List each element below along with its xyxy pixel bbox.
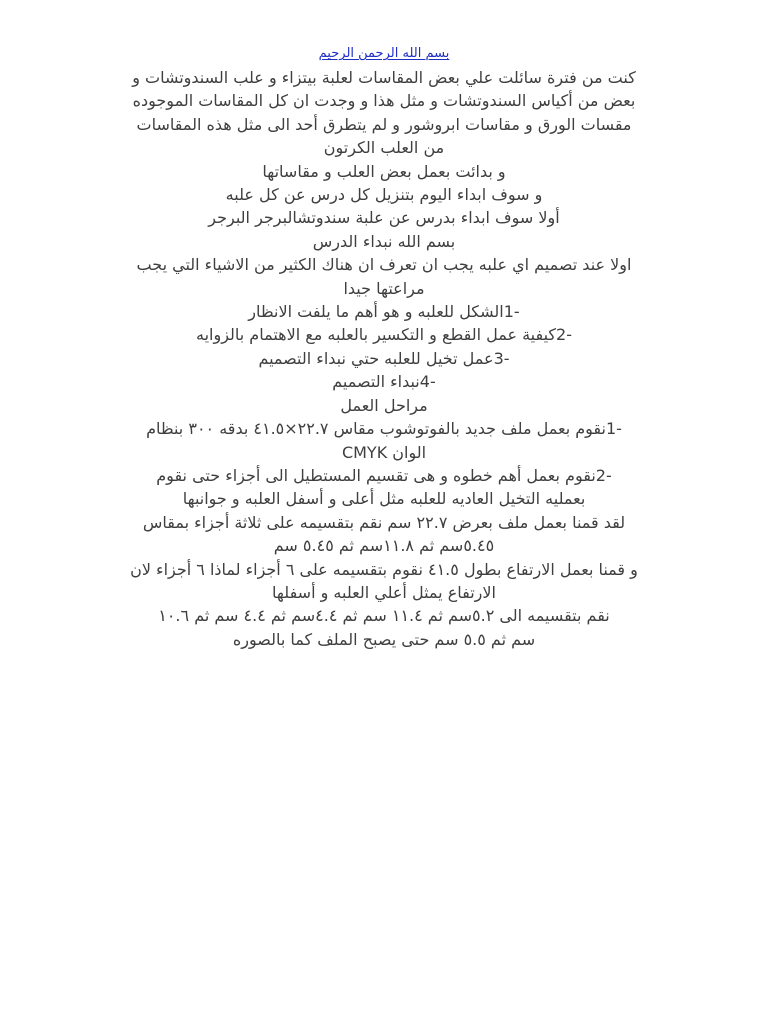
body-line: و سوف ابداء اليوم بتنزيل كل درس عن كل علبه: [225, 185, 543, 205]
body-line: مراعتها جيدا: [343, 278, 425, 298]
body-line: سم ثم ٥.٥ سم حتى يصبح الملف كما بالصوره: [232, 629, 536, 649]
body-line: الارتفاع يمثل أعلي العلبه و أسفلها: [272, 582, 496, 602]
body-line: نقم بتقسيمه الى ٥.٢سم ثم ١١.٤ سم ثم ٤.٤سم ثم ٤.٤ سم ثم ١٠.٦: [158, 606, 610, 626]
body-line: -1نقوم بعمل ملف جديد بالفوتوشوب مقاس ٢٢.٧×٤١.٥ بدقه ٣٠٠ بنظام: [146, 419, 622, 439]
body-line: -2كيفية عمل القطع و التكسير بالعلبه مع الاهتمام بالزوايه: [195, 325, 573, 345]
body-line: -3عمل تخيل للعلبه حتي نبداء التصميم: [258, 348, 510, 368]
body-line: ٥.٤٥سم ثم ١١.٨سم ثم ٥.٤٥ سم: [273, 536, 495, 556]
body-line: و قمنا بعمل الارتفاع بطول ٤١.٥ نقوم بتقسيمه على ٦ أجزاء لماذا ٦ أجزاء لان: [130, 559, 638, 579]
body-line: من العلب الكرتون: [323, 138, 445, 158]
body-line: أولا سوف ابداء بدرس عن علبة سندوتشالبرجر البرجر: [208, 208, 560, 228]
body-line: و بدائت بعمل بعض العلب و مقاساتها: [262, 161, 506, 181]
body-line: كنت من فترة سائلت علي بعض المقاسات لعلبة بيتزاء و علب السندوتشات و: [132, 68, 636, 87]
body-line: مقسات الورق و مقاسات ابروشور و لم يتطرق أحد الى مثل هذه المقاسات: [136, 114, 632, 134]
body-line: مراحل العمل: [340, 395, 428, 415]
body-line: لقد قمنا بعمل ملف بعرض ٢٢.٧ سم نقم بتقسيمه على ثلاثة أجزاء بمقاس: [142, 512, 626, 532]
body-line: -1الشكل للعلبه و هو أهم ما يلفت الانظار: [248, 302, 520, 322]
body-line: بعمليه التخيل العاديه للعلبه مثل أعلى و أسفل العلبه و جوانبها: [182, 489, 586, 509]
body-line: -2نقوم بعمل أهم خطوه و هى تقسيم المستطيل الى أجزاء حتى نقوم: [156, 465, 612, 485]
body-line: الوان CMYK: [341, 442, 427, 462]
body-line: اولا عند تصميم اي علبه يجب ان تعرف ان هناك الكثير من الاشياء التي يجب: [136, 255, 632, 275]
body-line: بسم الله نبداء الدرس: [312, 231, 456, 251]
body-line: -4نبداء التصميم: [332, 372, 436, 392]
body-line: بعض من أكياس السندوتشات و مثل هذا و وجدت ان كل المقاسات الموجوده: [132, 91, 636, 111]
article-body: [62, 44, 706, 651]
document-title-link[interactable]: بسم الله الرحمن الرحيم: [318, 46, 450, 61]
